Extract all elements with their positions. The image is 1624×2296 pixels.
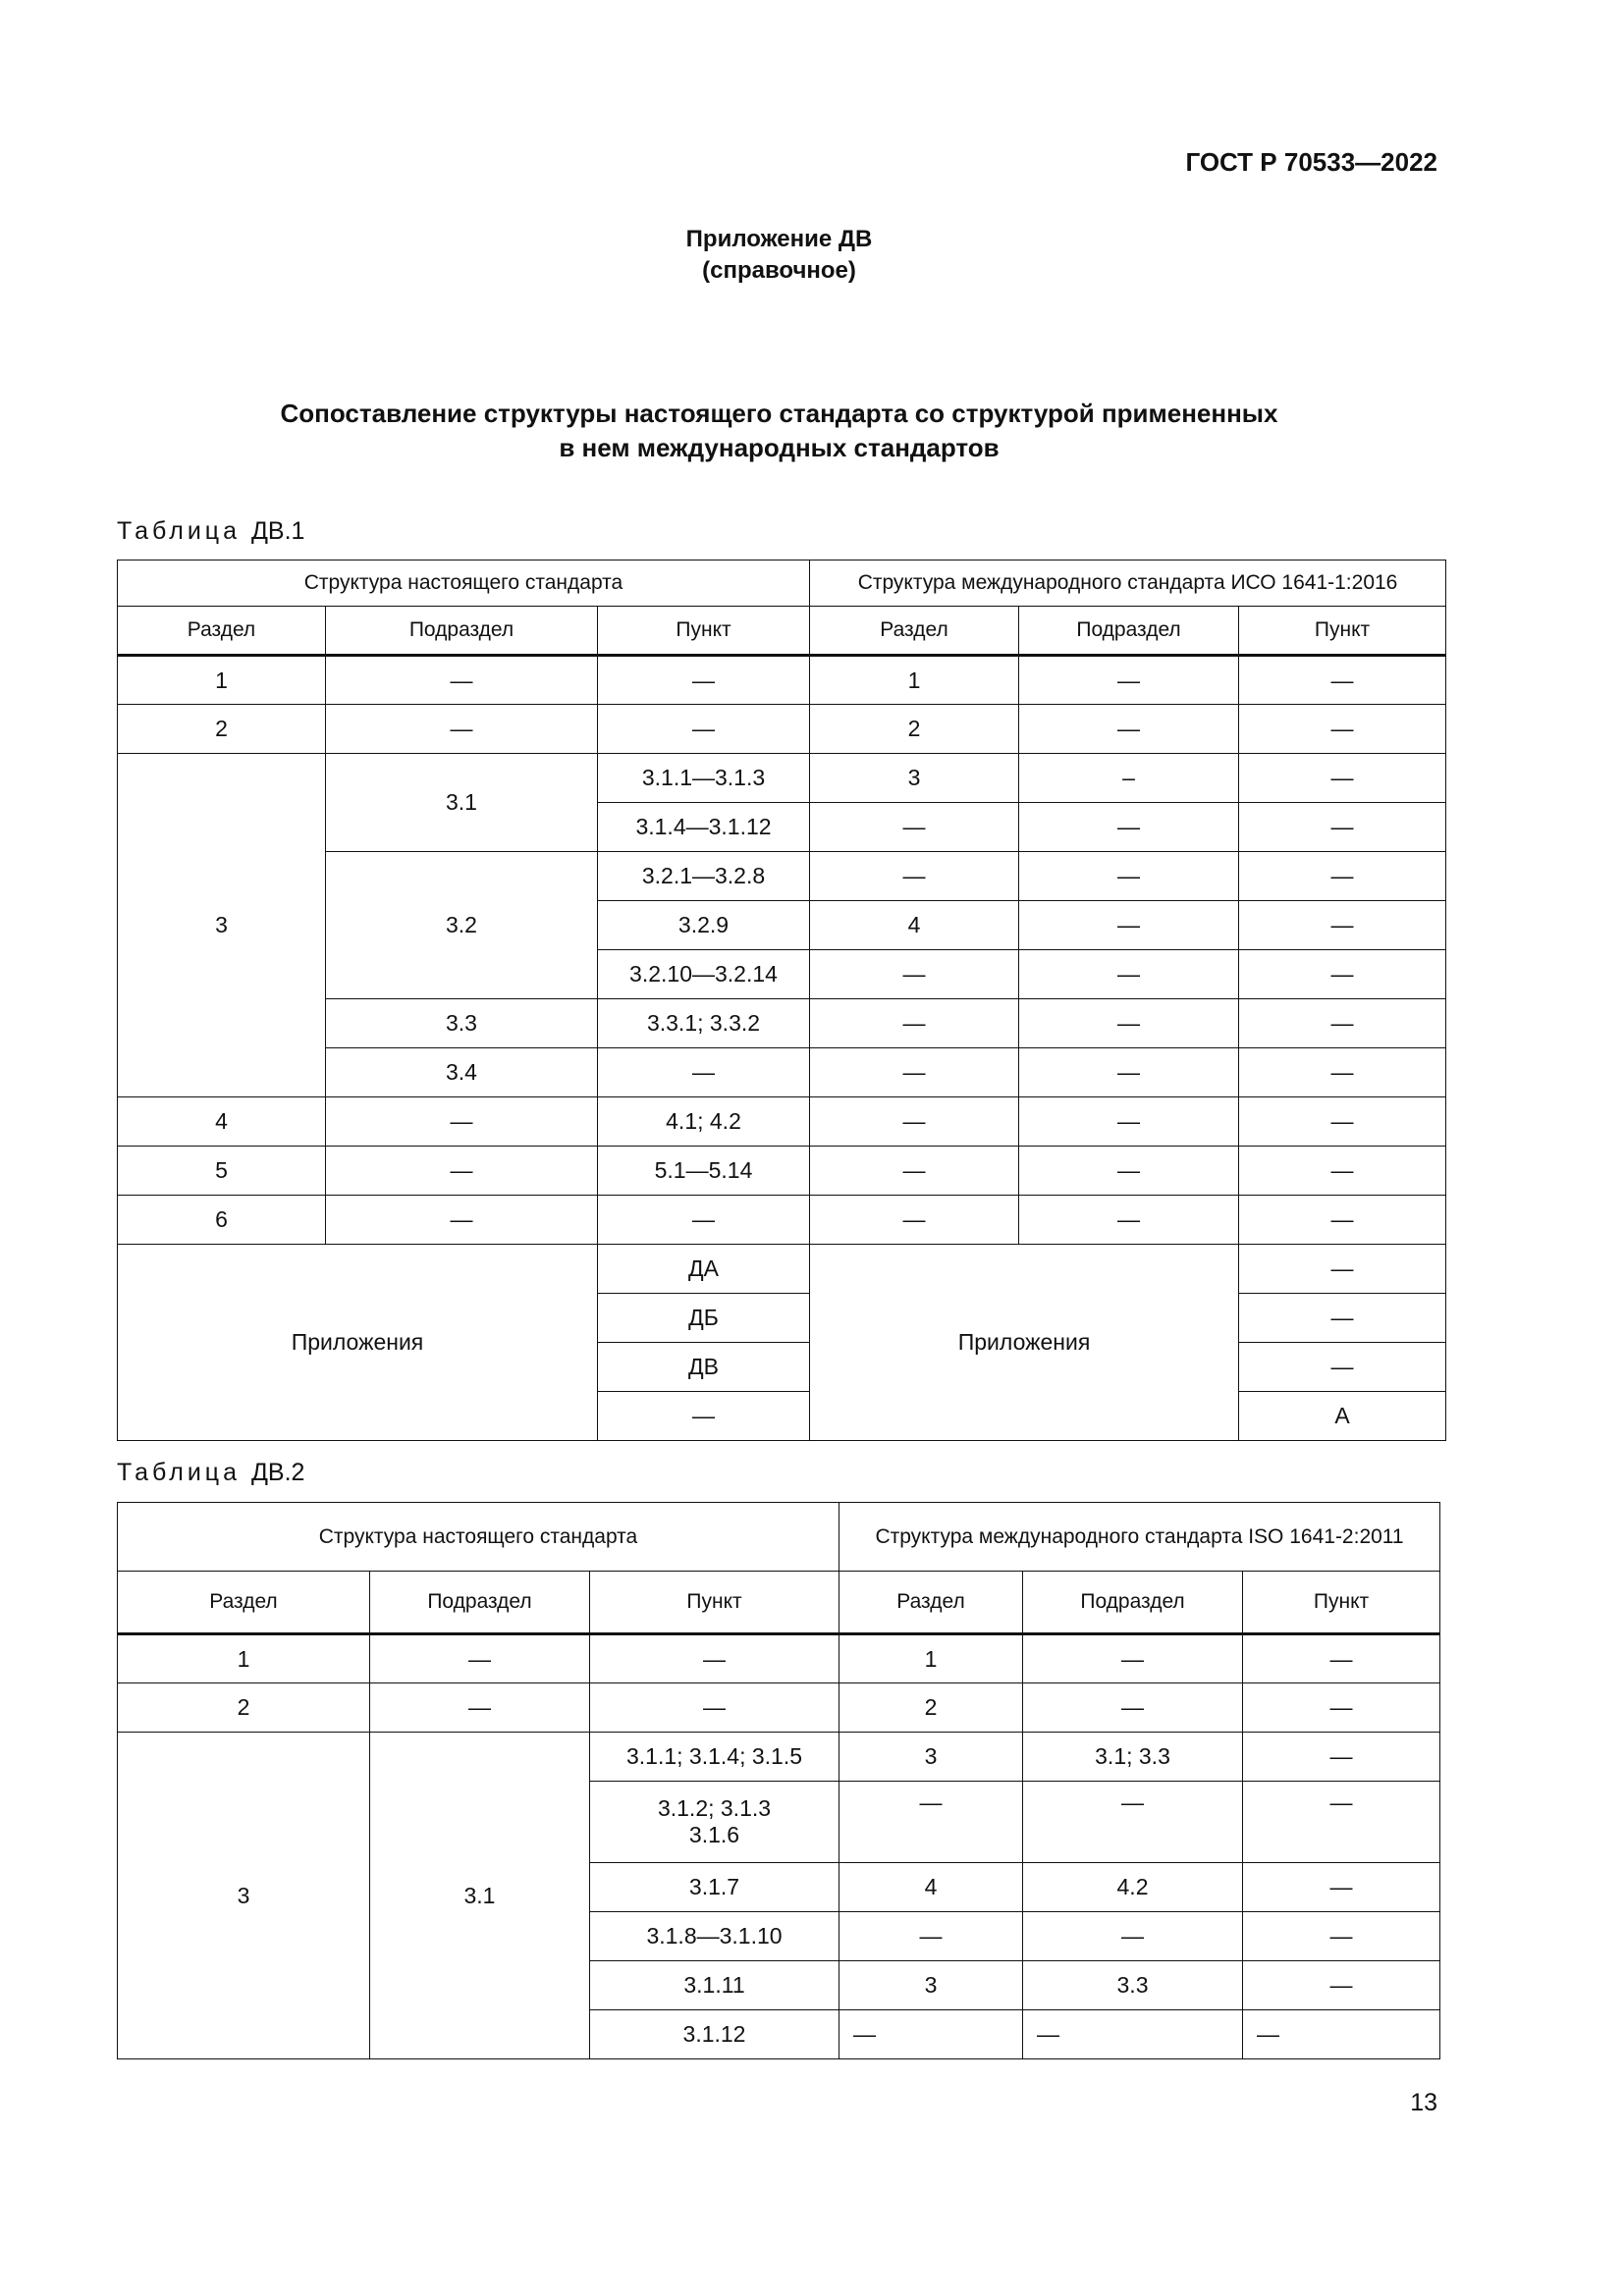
table2-group-left: Структура настоящего стандарта [118, 1503, 839, 1572]
table-row [118, 656, 1446, 705]
table-cell: — [1239, 803, 1446, 852]
col-header: Подраздел [1023, 1572, 1243, 1634]
table-row [118, 1097, 1446, 1147]
table-cell: — [370, 1634, 590, 1683]
table-cell: 3 [839, 1733, 1023, 1782]
table-row [118, 1683, 1440, 1733]
table-cell: — [810, 1048, 1019, 1097]
table-cell: 3.1.12 [590, 2010, 839, 2059]
table-cell: – [1019, 754, 1239, 803]
table-cell: 5.1—5.14 [598, 1147, 810, 1196]
table2-caption-number: ДВ.2 [250, 1459, 305, 1486]
table-cell: — [839, 1782, 1023, 1863]
table1-caption-number: ДВ.1 [250, 517, 305, 545]
table-cell: 3.1.1—3.1.3 [598, 754, 810, 803]
table-cell: 3 [839, 1961, 1023, 2010]
table-cell: 5 [118, 1147, 326, 1196]
table-cell: ДБ [598, 1294, 810, 1343]
table-cell: — [598, 1196, 810, 1245]
table-cell: — [598, 705, 810, 754]
table-cell: — [1019, 999, 1239, 1048]
table-cell: — [1019, 901, 1239, 950]
table-cell: 1 [118, 656, 326, 705]
table-cell: 2 [810, 705, 1019, 754]
table-cell: — [326, 1196, 598, 1245]
table-cell: — [1023, 1912, 1243, 1961]
cell-line: 3.1.2; 3.1.3 [657, 1795, 772, 1821]
table-cell: ДА [598, 1245, 810, 1294]
table-cell: — [1019, 656, 1239, 705]
table-cell: — [1239, 1048, 1446, 1097]
table-cell: 3.1.11 [590, 1961, 839, 2010]
table-cell: 4.2 [1023, 1863, 1243, 1912]
table-cell: — [1243, 1863, 1440, 1912]
table-cell: 2 [118, 1683, 370, 1733]
annex-title: Приложение ДВ [685, 226, 873, 252]
table-row [118, 1245, 1446, 1294]
table-cell: — [810, 999, 1019, 1048]
col-header: Пункт [590, 1572, 839, 1634]
table-cell: — [1243, 1782, 1440, 1863]
table-cell: — [1019, 705, 1239, 754]
table1-caption-word: Таблица [117, 517, 242, 545]
table-cell: — [1023, 1683, 1243, 1733]
table-dv2 [117, 1502, 1440, 2059]
table-cell: — [1019, 1147, 1239, 1196]
table-cell-section: 3 [118, 1733, 370, 2059]
table-cell: — [1239, 999, 1446, 1048]
col-header: Подраздел [326, 607, 598, 656]
table-cell: — [1019, 1097, 1239, 1147]
section-heading [0, 397, 1558, 465]
table-cell: — [590, 1634, 839, 1683]
table-cell: — [810, 852, 1019, 901]
table1-caption [117, 517, 304, 546]
table-row [118, 1733, 1440, 1782]
table-cell: — [810, 1196, 1019, 1245]
table-row [118, 1147, 1446, 1196]
col-header: Подраздел [1019, 607, 1239, 656]
annex-note: (справочное) [702, 257, 856, 284]
table-row [118, 754, 1446, 803]
table2-column-header-row [118, 1572, 1440, 1634]
table-cell: 3 [810, 754, 1019, 803]
col-header: Раздел [118, 1572, 370, 1634]
table-cell: — [1239, 1147, 1446, 1196]
table-cell: — [326, 656, 598, 705]
col-header: Раздел [118, 607, 326, 656]
col-header: Подраздел [370, 1572, 590, 1634]
col-header: Пункт [598, 607, 810, 656]
table-cell: — [1019, 950, 1239, 999]
table-cell: — [1243, 1634, 1440, 1683]
table-cell: 1 [810, 656, 1019, 705]
heading-line-2: в нем международных стандартов [559, 433, 1000, 462]
table-cell: — [326, 1147, 598, 1196]
table-cell: 1 [839, 1634, 1023, 1683]
table-cell: — [1239, 1097, 1446, 1147]
table2-group-header-row [118, 1503, 1440, 1572]
table-cell: А [1239, 1392, 1446, 1441]
table-cell: — [1239, 950, 1446, 999]
table-cell: — [326, 705, 598, 754]
table1-column-header-row [118, 607, 1446, 656]
table-cell: — [1239, 754, 1446, 803]
table-cell: — [1019, 852, 1239, 901]
table-cell: 3.2.10—3.2.14 [598, 950, 810, 999]
table-row [118, 1196, 1446, 1245]
table-cell-subsection: 3.1 [370, 1733, 590, 2059]
table1-group-left: Структура настоящего стандарта [118, 561, 810, 607]
table-cell: 3.1; 3.3 [1023, 1733, 1243, 1782]
table-cell-subsection: 3.4 [326, 1048, 598, 1097]
table-cell: 3.2.9 [598, 901, 810, 950]
col-header: Пункт [1243, 1572, 1440, 1634]
table-cell: — [839, 1912, 1023, 1961]
table-cell: 4 [810, 901, 1019, 950]
table-cell: — [1019, 1196, 1239, 1245]
table-cell: — [598, 1392, 810, 1441]
table-cell: — [810, 950, 1019, 999]
table-cell-subsection: 3.2 [326, 852, 598, 999]
table-cell-annexes-right: Приложения [810, 1245, 1239, 1441]
table-cell: — [1243, 1961, 1440, 2010]
table-cell: 3.1.8—3.1.10 [590, 1912, 839, 1961]
table-cell: 3.1.1; 3.1.4; 3.1.5 [590, 1733, 839, 1782]
table-cell: — [839, 2010, 1023, 2059]
table2-group-right: Структура международного стандарта ISO 1641-2:2011 [839, 1503, 1440, 1572]
table-cell: — [326, 1097, 598, 1147]
table-cell: — [590, 1683, 839, 1733]
table-cell: 3.3.1; 3.3.2 [598, 999, 810, 1048]
table-cell: — [1023, 1782, 1243, 1863]
table-cell: — [370, 1683, 590, 1733]
table-cell: 4 [839, 1863, 1023, 1912]
table-cell: 6 [118, 1196, 326, 1245]
table-cell: — [810, 1097, 1019, 1147]
table-cell: — [1239, 1343, 1446, 1392]
heading-line-1: Сопоставление структуры настоящего стандарта со структурой примененных [280, 399, 1278, 428]
col-header: Пункт [1239, 607, 1446, 656]
annex-header [0, 224, 1558, 287]
table-cell: 3.1.4—3.1.12 [598, 803, 810, 852]
table-cell-multiline [590, 1782, 839, 1863]
table-cell: — [1243, 1912, 1440, 1961]
table-cell: 2 [839, 1683, 1023, 1733]
table-cell-annexes-left: Приложения [118, 1245, 598, 1441]
document-code: ГОСТ Р 70533—2022 [1185, 147, 1437, 177]
table2-caption-word: Таблица [117, 1459, 242, 1486]
table-cell: — [1239, 1196, 1446, 1245]
table-cell: 4 [118, 1097, 326, 1147]
table-cell: — [598, 1048, 810, 1097]
table-cell: — [1019, 1048, 1239, 1097]
table-cell: — [1019, 803, 1239, 852]
table-cell: — [1239, 901, 1446, 950]
table-cell: — [1243, 2010, 1440, 2059]
table-row [118, 1634, 1440, 1683]
table1-group-right: Структура международного стандарта ИСО 1641-1:2016 [810, 561, 1446, 607]
table-cell: — [1023, 2010, 1243, 2059]
table-cell: — [1023, 1634, 1243, 1683]
table-cell-subsection: 3.3 [326, 999, 598, 1048]
table-cell: — [810, 1147, 1019, 1196]
table-dv1 [117, 560, 1446, 1441]
table-cell: — [1243, 1683, 1440, 1733]
table-cell-subsection: 3.1 [326, 754, 598, 852]
page-number: 13 [1410, 2089, 1437, 2116]
table-cell: — [1239, 705, 1446, 754]
table1-group-header-row [118, 561, 1446, 607]
table-cell: — [1239, 1294, 1446, 1343]
table-cell-section: 3 [118, 754, 326, 1097]
table-cell: 4.1; 4.2 [598, 1097, 810, 1147]
table-cell: — [598, 656, 810, 705]
col-header: Раздел [839, 1572, 1023, 1634]
table-cell: 3.2.1—3.2.8 [598, 852, 810, 901]
table-cell: — [810, 803, 1019, 852]
table2-caption [117, 1459, 304, 1487]
table-cell: 3.3 [1023, 1961, 1243, 2010]
table-cell: 1 [118, 1634, 370, 1683]
table-cell: — [1239, 1245, 1446, 1294]
col-header: Раздел [810, 607, 1019, 656]
table-cell: — [1243, 1733, 1440, 1782]
table-cell: ДВ [598, 1343, 810, 1392]
table-cell: 2 [118, 705, 326, 754]
cell-line: 3.1.6 [688, 1822, 740, 1847]
table-cell: — [1239, 656, 1446, 705]
table-cell: — [1239, 852, 1446, 901]
table-cell: 3.1.7 [590, 1863, 839, 1912]
table-row [118, 705, 1446, 754]
